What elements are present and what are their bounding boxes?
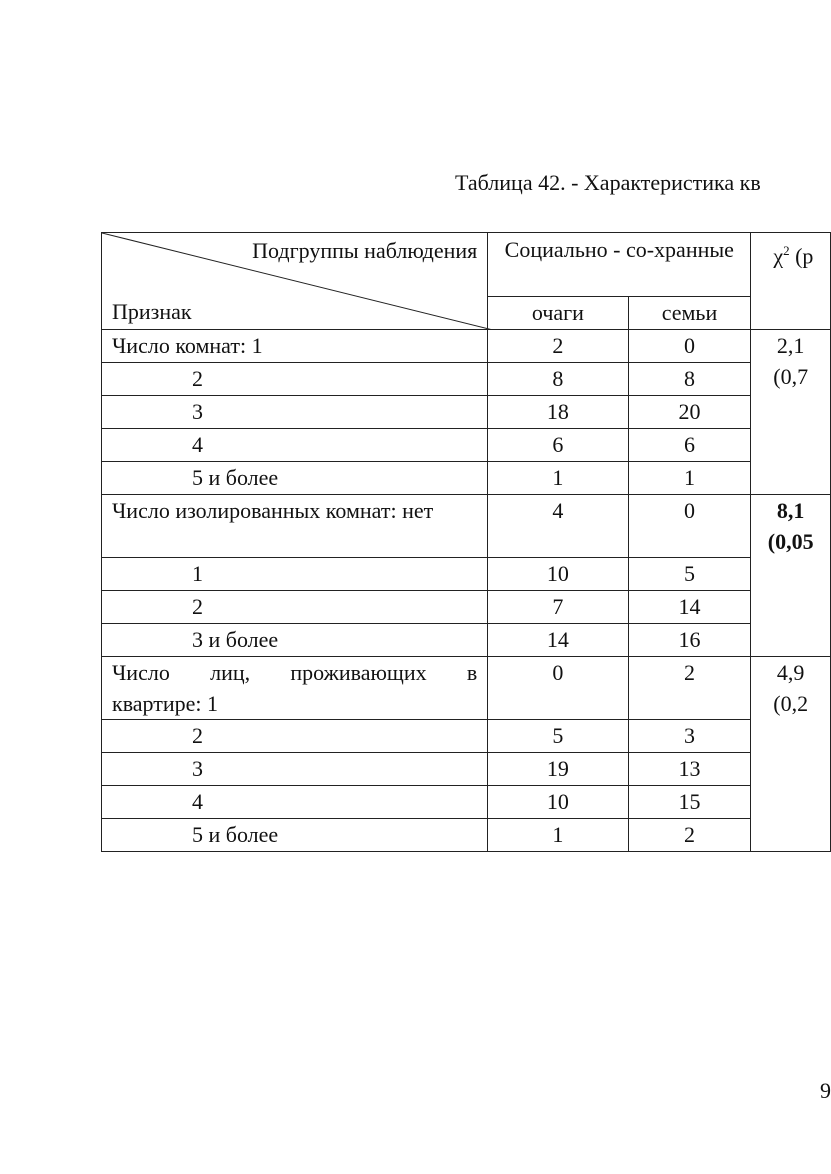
table-row [102,624,831,657]
chi-cell-1 [751,330,831,495]
header-subgroups-label: Подгруппы наблюдения [252,238,478,263]
table-row [102,591,831,624]
chi-symbol: χ [773,243,784,269]
row-value-semi: 8 [628,363,751,396]
row-label: 2 [102,591,488,624]
header-sub-semi: семьи [628,297,751,330]
table-row [102,363,831,396]
table-row [102,462,831,495]
row-label: Число комнат: 1 [102,330,488,363]
row-value-semi: 15 [628,786,751,819]
row-value-ochagi: 14 [488,624,628,657]
header-row-1 [102,233,831,297]
row-label-line-2: квартире: 1 [112,691,219,716]
row-label: 1 [102,558,488,591]
chi-p: (0,05 [767,529,814,554]
row-value-ochagi: 4 [488,495,628,558]
table-row [102,330,831,363]
chi-value: 8,1 [776,498,805,523]
row-label: 3 [102,396,488,429]
row-value-semi: 5 [628,558,751,591]
chi-superscript: 2 [783,243,790,258]
row-value-ochagi: 2 [488,330,628,363]
row-label: 3 [102,753,488,786]
row-label: 4 [102,786,488,819]
header-group-label: Социально - со-хранные [488,233,751,297]
table-row [102,720,831,753]
table-row [102,657,831,720]
row-value-ochagi: 10 [488,558,628,591]
row-label: 3 и более [102,624,488,657]
data-table [101,232,831,852]
row-value-semi: 3 [628,720,751,753]
table-row [102,753,831,786]
chi-cell-2 [751,495,831,657]
row-label: 4 [102,429,488,462]
chi-p: (0,7 [773,364,809,389]
row-value-semi: 6 [628,429,751,462]
header-chi-label [751,233,831,330]
chi-cell-3 [751,657,831,852]
table-row [102,429,831,462]
row-value-semi: 2 [628,657,751,720]
row-label: 2 [102,720,488,753]
table-row [102,396,831,429]
row-value-ochagi: 6 [488,429,628,462]
row-value-semi: 20 [628,396,751,429]
row-value-semi: 14 [628,591,751,624]
chi-p: (0,2 [773,691,809,716]
table-row [102,495,831,558]
row-label: 2 [102,363,488,396]
header-sub-ochagi: очаги [488,297,628,330]
row-label: 5 и более [102,462,488,495]
chi-rest: (р [789,243,814,269]
row-value-semi: 0 [628,330,751,363]
row-value-ochagi: 1 [488,462,628,495]
row-value-ochagi: 5 [488,720,628,753]
row-label [102,657,488,720]
diagonal-header-cell [102,233,488,330]
row-value-semi: 13 [628,753,751,786]
table-caption: Таблица 42. - Характеристика кв [455,170,761,195]
row-value-semi: 0 [628,495,751,558]
row-value-semi: 16 [628,624,751,657]
page-number: 9 [820,1078,831,1103]
row-value-ochagi: 8 [488,363,628,396]
table-row [102,558,831,591]
chi-value: 2,1 [776,333,805,358]
table-row [102,819,831,852]
chi-value: 4,9 [776,660,805,685]
row-value-ochagi: 19 [488,753,628,786]
row-label: Число изолированных комнат: нет [102,495,488,558]
row-value-ochagi: 0 [488,657,628,720]
row-value-semi: 2 [628,819,751,852]
row-value-ochagi: 18 [488,396,628,429]
row-value-semi: 1 [628,462,751,495]
row-value-ochagi: 1 [488,819,628,852]
row-label-line-1: Число лиц, проживающих в [112,660,478,685]
row-value-ochagi: 7 [488,591,628,624]
row-label: 5 и более [102,819,488,852]
table-row [102,786,831,819]
row-value-ochagi: 10 [488,786,628,819]
header-feature-label: Признак [112,299,192,324]
